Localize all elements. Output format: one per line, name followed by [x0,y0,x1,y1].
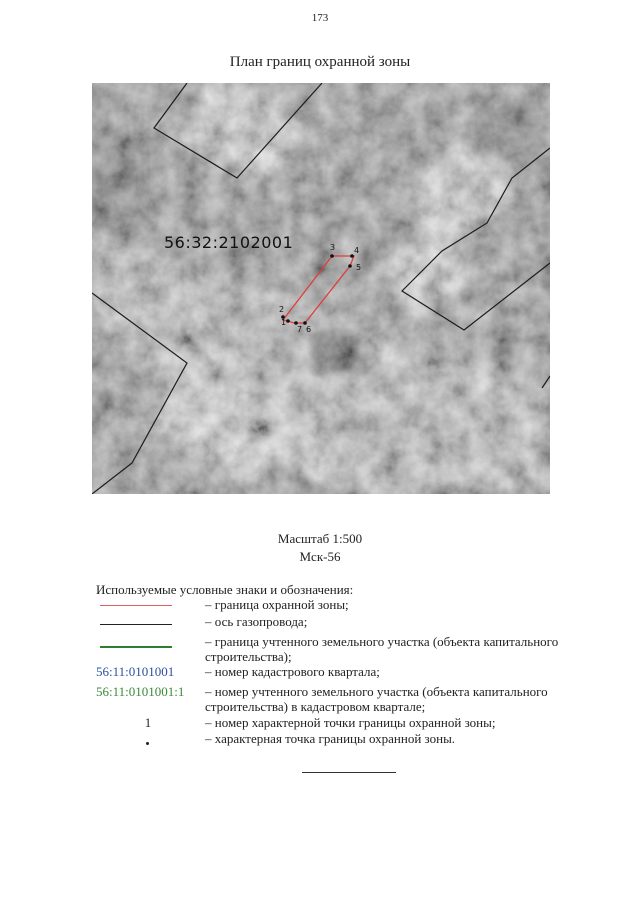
zone-point-5 [348,264,352,268]
aerial-map [92,83,550,494]
legend-description: – характерная точка границы охранной зоны. [205,731,456,746]
footer-divider [302,772,396,773]
page-title: План границ охранной зоны [229,54,411,70]
point-number-5: 5 [356,263,362,272]
point-number-4: 4 [354,246,360,255]
legend-title: Используемые условные знаки и обозначения: [96,582,354,597]
legend-description: – номер кадастрового квартала; [205,664,380,679]
legend-symbol-parcel-number: 56:11:0101001:1 [96,684,185,699]
point-number-3: 3 [330,243,336,252]
legend-description: – ось газопровода; [205,614,308,629]
point-number-2: 2 [279,305,285,314]
legend-description: – граница учтенного земельного участка (объекта капитального строительства); [205,634,559,664]
legend-symbol-quarter-number: 56:11:0101001 [96,664,175,679]
page-number: 173 [311,12,329,24]
legend-description: – номер учтенного земельного участка (объекта капитального строительства) в кадастровом квартале; [205,684,548,714]
map-scale: Масштаб 1:500 [277,531,363,546]
coordinate-system: Мск-56 [299,549,341,564]
point-number-6: 6 [306,325,312,334]
map-canvas [92,83,550,494]
zone-point-3 [330,254,334,258]
legend-description: – граница охранной зоны; [205,597,349,612]
legend-symbol-point-number: 1 [144,715,152,730]
legend-description: – номер характерной точки границы охранной зоны; [205,715,496,730]
point-number-1: 1 [281,318,287,327]
point-number-7: 7 [297,325,303,334]
photo-texture [92,83,550,494]
cadastral-quarter-label: 56:32:2102001 [164,233,294,252]
zone-point-1 [286,319,290,323]
